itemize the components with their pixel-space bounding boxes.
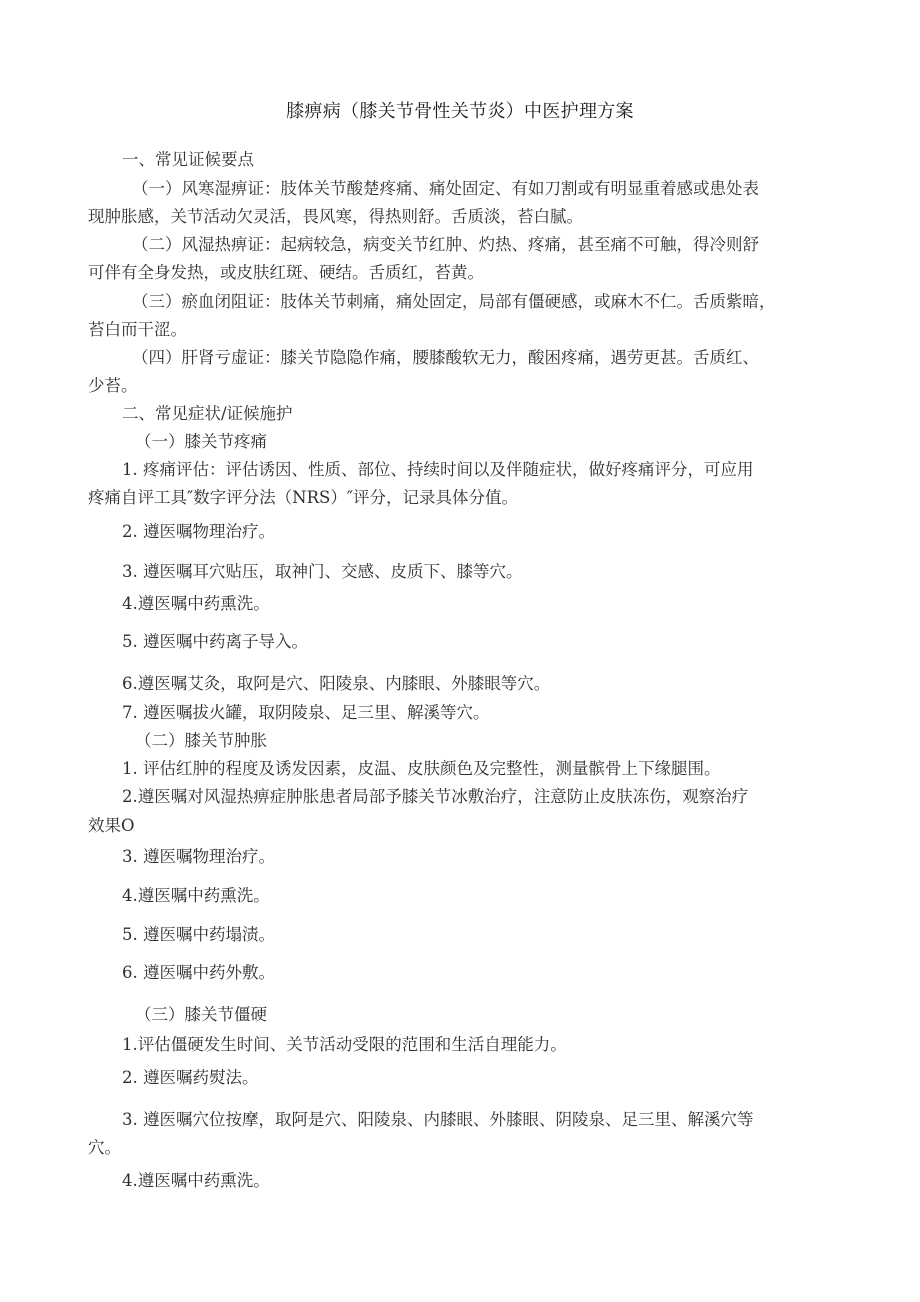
paragraph-line: 效果O xyxy=(88,816,135,835)
paragraph-line: 苔白而干涩。 xyxy=(88,320,187,339)
paragraph-line: 穴。 xyxy=(88,1138,121,1157)
paragraph-line: 现肿胀感，关节活动欠灵活，畏风寒，得热则舒。舌质淡，苔白腻。 xyxy=(88,207,583,226)
document-title: 膝痹病（膝关节骨性关节炎）中医护理方案 xyxy=(286,101,634,122)
paragraph-line: （四）肝肾亏虚证：膝关节隐隐作痛，腰膝酸软无力，酸困疼痛，遇劳更甚。舌质红、 xyxy=(132,348,759,367)
list-item: 3. 遵医嘱物理治疗。 xyxy=(122,847,275,866)
paragraph-line: （三）瘀血闭阻证：肢体关节刺痛，痛处固定，局部有僵硬感，或麻木不仁。舌质紫暗， xyxy=(132,292,776,311)
section-heading: 二、常见症状/证候施护 xyxy=(122,404,293,423)
list-item: 4.遵医嘱中药熏洗。 xyxy=(122,886,270,905)
list-item: 3. 遵医嘱耳穴贴压，取神门、交感、皮质下、膝等穴。 xyxy=(122,562,523,581)
paragraph-line: （一）风寒湿痹证：肢体关节酸楚疼痛、痛处固定、有如刀割或有明显重着感或患处表 xyxy=(132,179,759,198)
paragraph-line: （二）风湿热痹证：起病较急，病变关节红肿、灼热、疼痛，甚至痛不可触，得冷则舒 xyxy=(132,235,759,254)
list-item: 3. 遵医嘱穴位按摩，取阿是穴、阳陵泉、内膝眼、外膝眼、阴陵泉、足三里、解溪穴等 xyxy=(122,1110,754,1129)
list-item: 5. 遵医嘱中药塌渍。 xyxy=(122,925,275,944)
list-item: 2.遵医嘱对风湿热痹症肿胀患者局部予膝关节冰敷治疗，注意防止皮肤冻伤，观察治疗 xyxy=(122,787,749,806)
subsection-heading: （一）膝关节疼痛 xyxy=(135,432,267,451)
list-item: 6.遵医嘱艾灸，取阿是穴、阳陵泉、内膝眼、外膝眼等穴。 xyxy=(122,674,551,693)
list-item: 4.遵医嘱中药熏洗。 xyxy=(122,1171,270,1190)
list-item: 1. 疼痛评估：评估诱因、性质、部位、持续时间以及伴随症状，做好疼痛评分，可应用 xyxy=(122,460,754,479)
paragraph-line: 少苔。 xyxy=(88,376,138,395)
paragraph-line: 可伴有全身发热，或皮肤红斑、硬结。舌质红，苔黄。 xyxy=(88,263,484,282)
list-item: 1. 评估红肿的程度及诱发因素，皮温、皮肤颜色及完整性，测量髌骨上下缘腿围。 xyxy=(122,759,721,778)
list-item: 5. 遵医嘱中药离子导入。 xyxy=(122,632,308,651)
list-item: 1.评估僵硬发生时间、关节活动受限的范围和生活自理能力。 xyxy=(122,1035,567,1054)
subsection-heading: （三）膝关节僵硬 xyxy=(135,1005,267,1024)
list-item: 2. 遵医嘱物理治疗。 xyxy=(122,522,275,541)
subsection-heading: （二）膝关节肿胀 xyxy=(135,731,267,750)
paragraph-line: 疼痛自评工具″数字评分法（NRS）″评分，记录具体分值。 xyxy=(88,488,518,507)
section-heading: 一、常见证候要点 xyxy=(122,150,254,169)
list-item: 4.遵医嘱中药熏洗。 xyxy=(122,594,270,613)
list-item: 7. 遵医嘱拔火罐，取阴陵泉、足三里、解溪等穴。 xyxy=(122,703,490,722)
list-item: 6. 遵医嘱中药外敷。 xyxy=(122,963,275,982)
list-item: 2. 遵医嘱药熨法。 xyxy=(122,1068,259,1087)
